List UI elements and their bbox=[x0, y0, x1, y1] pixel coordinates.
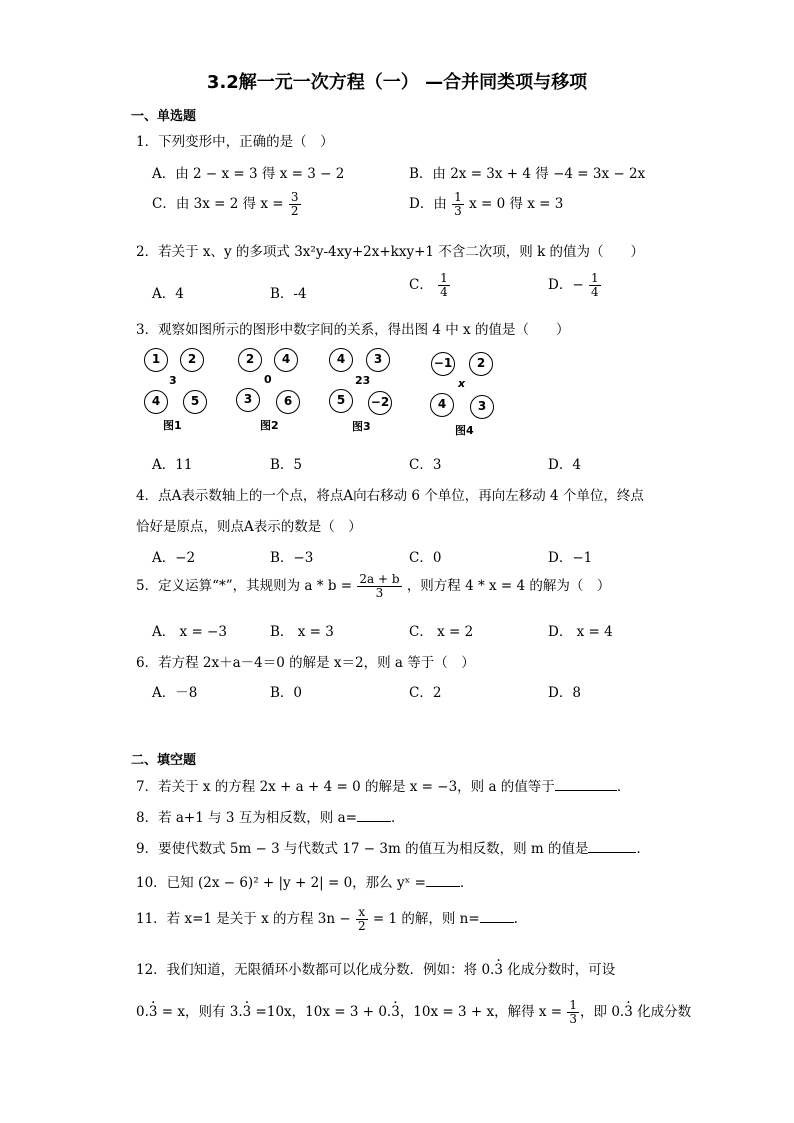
q5-stem-pre: 5．定义运算“*”，其规则为 a * b = bbox=[136, 578, 353, 594]
q9 bbox=[136, 837, 650, 857]
fig4-circle-bl: 4 bbox=[430, 393, 454, 417]
q2-option-d bbox=[548, 272, 602, 299]
q12-l2c: =10x，10x = 3 + 0. bbox=[251, 1004, 392, 1020]
q3-option-b: B．5 bbox=[270, 457, 303, 473]
q8-text: 8．若 a+1 与 3 互为相反数，则 a= bbox=[136, 810, 357, 826]
q1-d-den: 3 bbox=[454, 204, 462, 218]
q11-fraction bbox=[356, 906, 368, 933]
fig1-circle-tr: 2 bbox=[180, 348, 204, 372]
fig2-center: 0 bbox=[264, 373, 272, 386]
q5-stem-post: ，则方程 4 * x = 4 的解为（ ） bbox=[406, 578, 611, 594]
q8 bbox=[136, 806, 404, 826]
q11 bbox=[136, 906, 518, 933]
q11-den: 2 bbox=[357, 919, 366, 933]
page-title: 3.2解一元一次方程（一） —合并同类项与移项 bbox=[206, 72, 588, 93]
q6-option-a: A．－8 bbox=[152, 685, 198, 701]
q5-den: 3 bbox=[375, 586, 384, 600]
q11-text: 11．若 x=1 是关于 x 的方程 3n − bbox=[136, 911, 351, 927]
q1-option-c bbox=[152, 191, 302, 218]
fig3-circle-bl: 5 bbox=[329, 389, 353, 413]
q12-repeat-digit-4: 3 · bbox=[391, 1004, 400, 1020]
q12-l2d: ，10x = 3 + x，解得 x = bbox=[399, 1004, 563, 1020]
fig3-label: 图3 bbox=[352, 420, 371, 433]
q7 bbox=[136, 775, 630, 795]
fig4-circle-br: 3 bbox=[470, 395, 494, 419]
q12-line1-pre: 12．我们知道，无限循环小数都可以化成分数．例如：将 0. bbox=[136, 962, 495, 978]
q7-end: ． bbox=[616, 779, 631, 795]
q1-option-d-fraction bbox=[452, 191, 464, 218]
q10-text: 10．已知 (2x − 6)² + |y + 2| = 0，那么 yˣ = bbox=[136, 875, 426, 891]
fig1-center: 3 bbox=[169, 374, 177, 387]
q12-l2e: ，即 0. bbox=[580, 1004, 625, 1020]
q3-option-a: A．11 bbox=[152, 457, 193, 473]
fig3-circle-tr: 3 bbox=[366, 348, 390, 372]
fig1-circle-br: 5 bbox=[183, 390, 207, 414]
q2-stem: 2．若关于 x、y 的多项式 3x²y-4xy+2x+kxy+1 不含二次项，则 k 的值为（ ） bbox=[136, 244, 645, 260]
q4-line2: 恰好是原点，则点A表示的数是（ ） bbox=[136, 519, 362, 535]
fig3-circle-br: −2 bbox=[368, 391, 392, 415]
q12-l2f: 化成分数 bbox=[632, 1004, 692, 1020]
q12-fraction bbox=[567, 999, 579, 1026]
q1-option-c-text: C．由 3x = 2 得 x = bbox=[152, 196, 284, 212]
q6-option-c: C．2 bbox=[409, 685, 442, 701]
q1-option-d-pre: D．由 bbox=[409, 196, 447, 212]
q2-c-den: 4 bbox=[440, 285, 448, 299]
q10-end: ． bbox=[459, 875, 474, 891]
q12-repeat-digit-3: 3 · bbox=[243, 1004, 252, 1020]
fig2-label: 图2 bbox=[260, 419, 279, 432]
q12-line1 bbox=[136, 958, 615, 978]
q7-text: 7．若关于 x 的方程 2x + a + 4 = 0 的解是 x = −3，则 a 的值等于 bbox=[136, 779, 555, 795]
q5-stem bbox=[136, 573, 610, 600]
fig4-circle-tr: 2 bbox=[469, 352, 493, 376]
q1-c-den: 2 bbox=[290, 204, 299, 218]
q5-fraction bbox=[357, 573, 401, 600]
q7-answer-blank[interactable] bbox=[555, 778, 617, 791]
fig4-center: x bbox=[458, 377, 466, 390]
q9-end: ． bbox=[636, 841, 650, 857]
fig4-label: 图4 bbox=[455, 424, 474, 437]
q12-l2a: 0. bbox=[136, 1004, 149, 1020]
q12-repeat-digit-2: 3 · bbox=[149, 1004, 158, 1020]
q2-option-c-pre: C． bbox=[409, 277, 433, 293]
q2-option-a: A．4 bbox=[152, 286, 184, 302]
q3-stem: 3．观察如图所示的图形中数字间的关系，得出图 4 中 x 的值是（ ） bbox=[136, 322, 570, 338]
q5-option-d: D． x = 4 bbox=[548, 624, 613, 640]
q4-option-c: C．0 bbox=[409, 550, 442, 566]
q11-mid: = 1 的解，则 n= bbox=[372, 911, 480, 927]
q10 bbox=[136, 871, 473, 891]
q11-answer-blank[interactable] bbox=[480, 910, 514, 923]
fig3-circle-tl: 4 bbox=[329, 348, 353, 372]
fig3-center: 23 bbox=[355, 374, 371, 387]
q12-num: 1 bbox=[569, 998, 578, 1012]
q3-option-c: C．3 bbox=[409, 457, 442, 473]
q8-end: ． bbox=[390, 810, 405, 826]
q4-option-d: D．−1 bbox=[548, 550, 593, 566]
q1-d-num: 1 bbox=[454, 190, 462, 204]
q6-option-b: B．0 bbox=[270, 685, 303, 701]
q12-repeat-digit-1: 3 · bbox=[494, 962, 503, 978]
q11-num: x bbox=[356, 906, 368, 920]
q12-line1-post: 化成分数时，可设 bbox=[502, 962, 616, 978]
q1-option-d bbox=[409, 191, 563, 218]
q2-option-d-pre: D．− bbox=[548, 277, 584, 293]
q2-option-d-fraction bbox=[589, 272, 601, 299]
fig1-label: 图1 bbox=[163, 419, 182, 432]
q6-option-d: D．8 bbox=[548, 685, 581, 701]
q4-line1: 4．点A表示数轴上的一个点，将点A向右移动 6 个单位，再向左移动 4 个单位，终点 bbox=[136, 488, 644, 504]
q2-c-num: 1 bbox=[440, 271, 448, 285]
q12-l2b: = x，则有 3. bbox=[157, 1004, 243, 1020]
q3-option-d: D．4 bbox=[548, 457, 581, 473]
q8-answer-blank[interactable] bbox=[357, 809, 391, 822]
fig2-circle-tl: 2 bbox=[238, 348, 262, 372]
q2-d-den: 4 bbox=[590, 285, 599, 299]
q1-option-a: A．由 2 − x = 3 得 x = 3 − 2 bbox=[152, 166, 345, 182]
q12-den: 3 bbox=[569, 1012, 578, 1026]
q1-option-b: B．由 2x = 3x + 4 得 −4 = 3x − 2x bbox=[409, 166, 646, 182]
q5-option-c: C． x = 2 bbox=[409, 624, 474, 640]
q1-stem: 1．下列变形中，正确的是（ ） bbox=[136, 134, 334, 150]
q5-num: 2a + b bbox=[359, 572, 400, 586]
q2-d-num: 1 bbox=[590, 271, 599, 285]
fig1-circle-tl: 1 bbox=[144, 348, 168, 372]
q1-option-d-post: x = 0 得 x = 3 bbox=[469, 196, 564, 212]
q1-option-c-fraction bbox=[289, 191, 301, 218]
fig2-circle-bl: 3 bbox=[236, 388, 260, 412]
fig2-circle-br: 6 bbox=[276, 390, 300, 414]
fig4-circle-tl: −1 bbox=[431, 352, 455, 376]
q5-option-a: A． x = −3 bbox=[152, 624, 227, 640]
q4-option-a: A．−2 bbox=[152, 550, 196, 566]
q9-answer-blank[interactable] bbox=[588, 840, 636, 853]
fig2-circle-tr: 4 bbox=[274, 348, 298, 372]
q5-option-b: B． x = 3 bbox=[270, 624, 334, 640]
q4-option-b: B．−3 bbox=[270, 550, 314, 566]
q9-text: 9．要使代数式 5m − 3 与代数式 17 − 3m 的值互为相反数，则 m 的值是 bbox=[136, 841, 589, 857]
q2-option-b: B．-4 bbox=[270, 286, 307, 302]
q6-stem: 6．若方程 2x＋a－4＝0 的解是 x＝2，则 a 等于（ ） bbox=[136, 655, 475, 671]
section-single-choice: 一、单选题 bbox=[131, 109, 197, 124]
q10-answer-blank[interactable] bbox=[426, 874, 460, 887]
q12-repeat-digit-5: 3 · bbox=[624, 1004, 633, 1020]
section-fill-blank: 二、填空题 bbox=[131, 753, 197, 768]
q12-line2 bbox=[136, 999, 691, 1026]
q2-option-c bbox=[409, 272, 451, 299]
q1-c-num: 3 bbox=[290, 190, 299, 204]
q2-option-c-fraction bbox=[438, 272, 450, 299]
fig1-circle-bl: 4 bbox=[144, 390, 168, 414]
q11-end: . bbox=[513, 911, 518, 927]
